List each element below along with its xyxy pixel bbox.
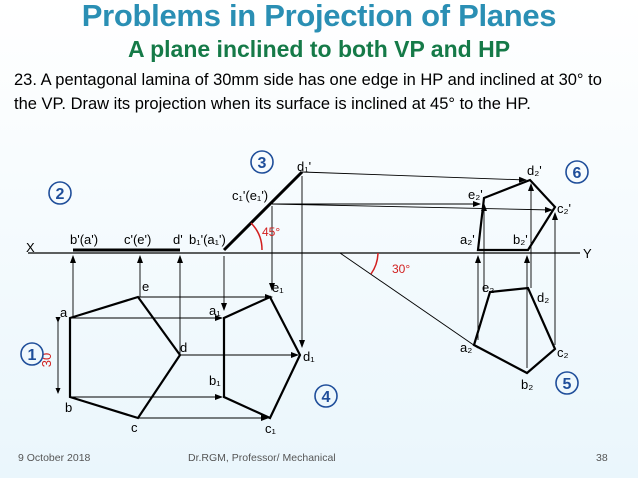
label-c-prime-e: c'(e') — [124, 232, 152, 247]
label-d-prime: d' — [173, 232, 183, 247]
locus-line — [302, 172, 526, 180]
step-5-marker — [556, 372, 578, 394]
step-5-number: 5 — [562, 376, 572, 393]
step-6-number: 6 — [572, 165, 582, 182]
label-e2-prime: e₂' — [468, 187, 483, 202]
step-markers — [21, 151, 588, 407]
footer-page-number: 38 — [596, 452, 608, 464]
label-a: a — [60, 305, 68, 320]
step-2-marker — [49, 182, 71, 204]
step4-top-view — [224, 297, 300, 418]
label-d2: d₂ — [537, 290, 550, 305]
label-a2-prime: a₂' — [460, 232, 475, 247]
step-1-number: 1 — [27, 347, 37, 364]
label-d1: d₁ — [303, 349, 315, 364]
top-view-pentagon — [70, 297, 180, 418]
dimension-value: 30 — [39, 352, 54, 368]
label-a2: a₂ — [460, 340, 473, 355]
slide-title: Problems in Projection of Planes — [81, 0, 557, 33]
problem-statement: 23. A pentagonal lamina of 30mm side has one edge in HP and inclined at 30° to the VP. Draw its projection when its surface is inclined at 45° to the HP. — [14, 71, 602, 113]
angle-arc-30 — [371, 253, 378, 274]
label-b1: b₁ — [209, 373, 221, 388]
label-c2-prime: c₂' — [557, 201, 572, 216]
axis-x-label: X — [26, 240, 35, 255]
label-b: b — [65, 400, 73, 415]
projection-diagram — [0, 140, 638, 445]
label-d2-prime: d₂' — [527, 163, 542, 178]
step-2-number: 2 — [55, 186, 65, 203]
step-3-marker — [251, 151, 273, 173]
label-b-prime-a: b'(a') — [70, 232, 99, 247]
slide-subtitle: A plane inclined to both VP and HP — [127, 36, 511, 62]
label-c1-prime-e1: c₁'(e₁') — [232, 188, 269, 203]
step-4-marker — [315, 385, 337, 407]
label-e2: e₂ — [482, 280, 495, 295]
step-3-number: 3 — [257, 155, 267, 172]
step-4-number: 4 — [321, 389, 331, 406]
label-c: c — [131, 420, 138, 435]
locus-line — [272, 204, 552, 210]
label-d1-prime: d₁' — [297, 159, 312, 174]
footer-date: 9 October 2018 — [18, 452, 91, 464]
label-e: e — [142, 279, 150, 294]
label-b2-prime: b₂' — [513, 232, 528, 247]
angle-30-label: 30° — [392, 262, 411, 276]
label-d: d — [180, 340, 188, 355]
label-e1: e₁ — [272, 280, 284, 295]
angle-arc-45 — [251, 223, 262, 250]
label-c2: c₂ — [557, 345, 569, 360]
axis-y-label: Y — [583, 246, 592, 261]
step-6-marker — [566, 161, 588, 183]
angle-45-label: 45° — [262, 225, 281, 239]
label-b1-prime-a1: b₁'(a₁') — [189, 232, 226, 247]
label-b2: b₂ — [521, 377, 534, 392]
label-c1: c₁ — [265, 421, 276, 436]
footer-author: Dr.RGM, Professor/ Mechanical — [188, 452, 336, 464]
label-a1: a₁ — [209, 303, 221, 318]
